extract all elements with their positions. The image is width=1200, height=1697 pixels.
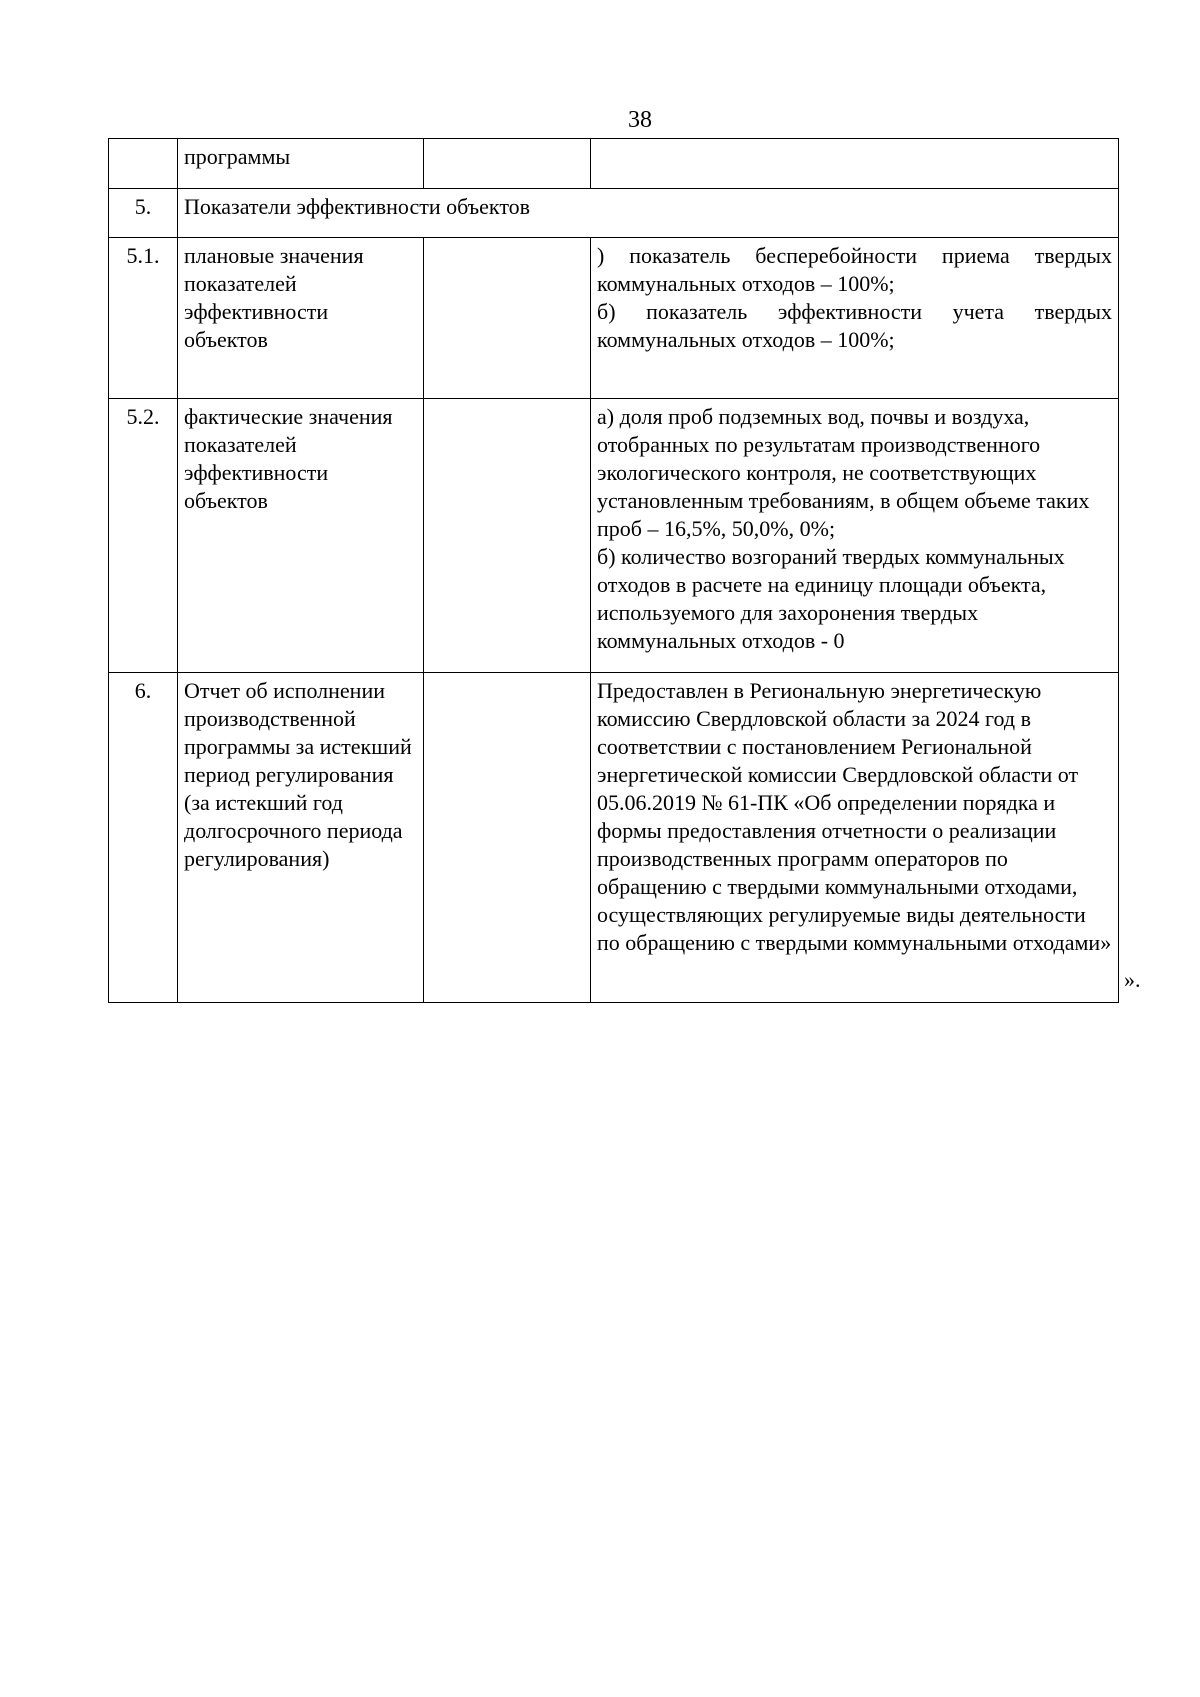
row-value bbox=[591, 139, 1119, 189]
value-line: б) количество возгораний твердых коммунальных отходов в расчете на единицу площади объекта, используемого для захоронения твердых коммунальных отходов - 0 bbox=[597, 544, 1065, 653]
row-name: программы bbox=[178, 139, 424, 189]
row-number: 5.1. bbox=[109, 238, 178, 399]
section-number: 5. bbox=[109, 189, 178, 238]
row-value bbox=[591, 399, 1119, 673]
row-name: Отчет об исполнении производственной программы за истекший период регулирования (за истекший год долгосрочного периода регулирования) bbox=[178, 673, 424, 1003]
row-number bbox=[109, 139, 178, 189]
value-line: ) показатель бесперебойности приема твердых коммунальных отходов – 100%; bbox=[597, 243, 1112, 296]
row-empty-cell bbox=[424, 673, 591, 1003]
table-row bbox=[109, 399, 1119, 673]
table-row bbox=[109, 189, 1119, 238]
row-empty-cell bbox=[424, 139, 591, 189]
indicators-table bbox=[108, 138, 1119, 1003]
table-row bbox=[109, 673, 1119, 1003]
row-value bbox=[591, 238, 1119, 399]
row-empty-cell bbox=[424, 399, 591, 673]
row-value bbox=[591, 673, 1119, 1003]
value-line: Предоставлен в Региональную энергетическую комиссию Свердловской области за 2024 год в соответствии с постановлением Региональной энергетической комиссии Свердловской области от 05.06.2019 № 61-ПК «Об определении порядка и формы предоставления отчетности о реализации производственных программ операторов по обращению с твердыми коммунальными отходами, осуществляющих регулируемые виды деятельности по обращению с твердыми коммунальными отходами» bbox=[597, 678, 1112, 955]
row-name: плановые значения показателей эффективности объектов bbox=[178, 238, 424, 399]
closing-quote: ». bbox=[1124, 967, 1141, 992]
row-number: 6. bbox=[109, 673, 178, 1003]
page-number: 38 bbox=[628, 107, 652, 133]
value-line: а) доля проб подземных вод, почвы и воздуха, отобранных по результатам производственного экологического контроля, не соответствующих установленным требованиям, в общем объеме таких проб – 16,5%, 50,0%, 0%; bbox=[597, 404, 1090, 541]
table-row bbox=[109, 238, 1119, 399]
section-title: Показатели эффективности объектов bbox=[178, 189, 1119, 238]
row-name: фактические значения показателей эффективности объектов bbox=[178, 399, 424, 673]
value-line: б) показатель эффективности учета твердых коммунальных отходов – 100%; bbox=[597, 299, 1112, 352]
table-row bbox=[109, 139, 1119, 189]
row-empty-cell bbox=[424, 238, 591, 399]
row-number: 5.2. bbox=[109, 399, 178, 673]
